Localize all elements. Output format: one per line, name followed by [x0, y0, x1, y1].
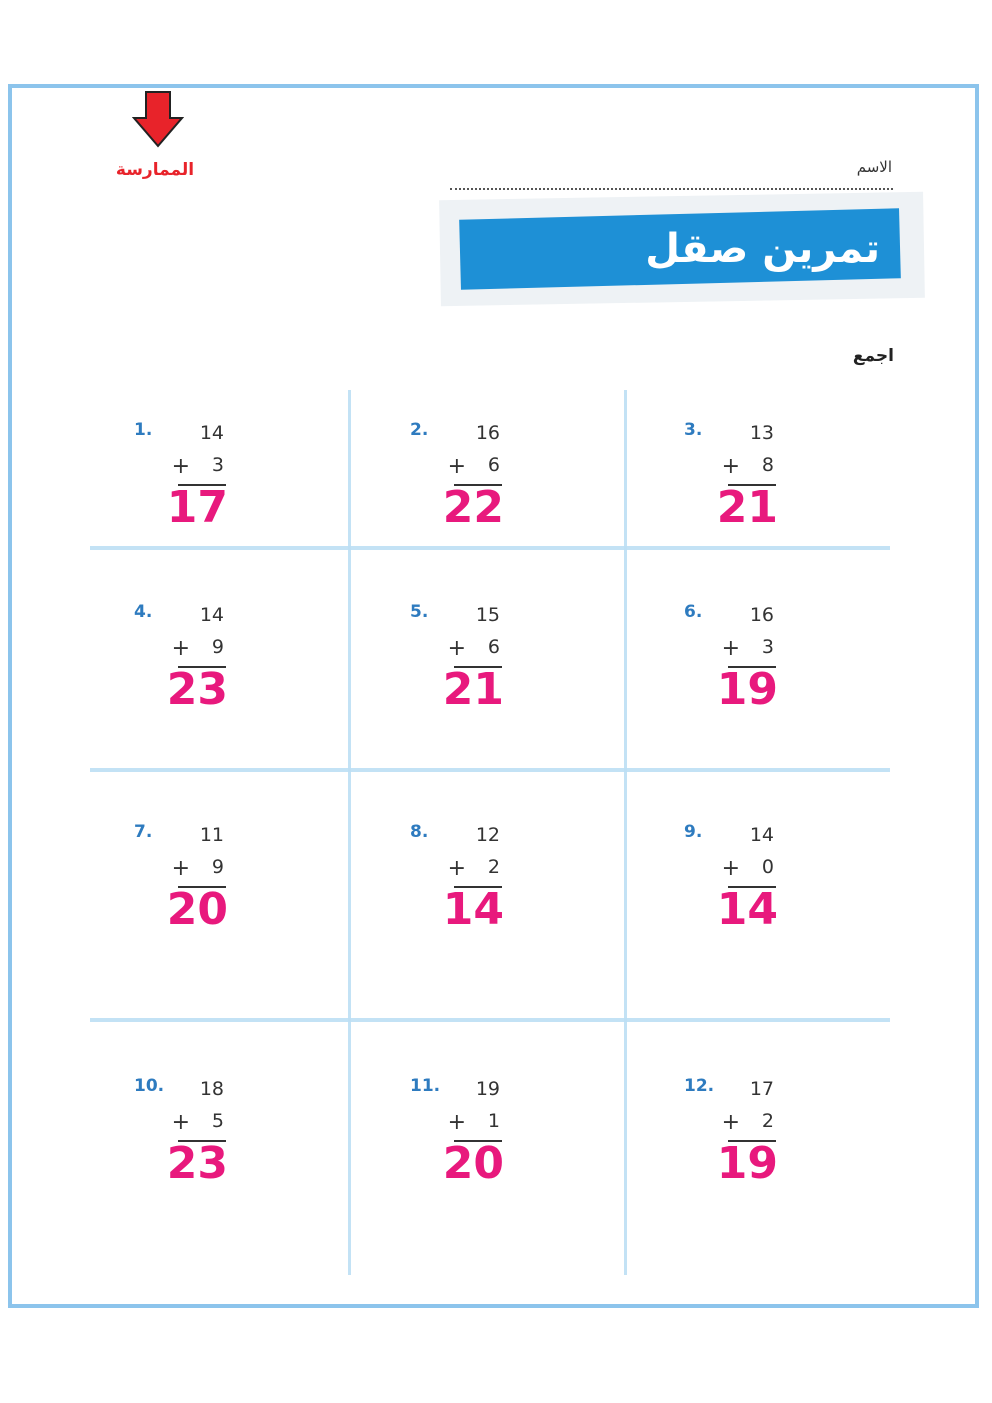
answer: 22 — [442, 482, 504, 533]
addend-1: 12 — [475, 824, 500, 846]
answer: 14 — [716, 884, 778, 935]
problem-10 — [134, 1076, 334, 1226]
addend-1: 15 — [475, 604, 500, 626]
addend-2: 0 — [761, 856, 774, 878]
addend-1: 19 — [475, 1078, 500, 1100]
addend-2: 1 — [487, 1110, 500, 1132]
plus-sign: + — [447, 856, 466, 881]
instruction: اجمع — [852, 346, 894, 366]
answer: 21 — [442, 664, 504, 715]
plus-sign: + — [447, 636, 466, 661]
name-line — [450, 188, 893, 190]
title-banner — [440, 196, 924, 342]
addend-1: 14 — [199, 422, 224, 444]
problem-3 — [684, 420, 884, 570]
down-arrow-icon — [132, 90, 184, 148]
problem-2 — [410, 420, 610, 570]
problem-number: 7. — [134, 822, 153, 842]
plus-sign: + — [721, 856, 740, 881]
practice-label: الممارسة — [115, 160, 195, 180]
plus-sign: + — [721, 1110, 740, 1135]
copyright-strip — [940, 976, 952, 1246]
problem-7 — [134, 822, 334, 972]
plus-sign: + — [171, 1110, 190, 1135]
grid-divider — [348, 390, 351, 1275]
plus-sign: + — [171, 454, 190, 479]
grid-divider — [90, 1018, 890, 1022]
addend-2: 3 — [761, 636, 774, 658]
name-label: الاسم — [856, 158, 892, 176]
problem-1 — [134, 420, 334, 570]
problem-number: 6. — [684, 602, 703, 622]
addend-1: 16 — [475, 422, 500, 444]
problem-number: 12. — [684, 1076, 715, 1096]
addend-2: 3 — [211, 454, 224, 476]
page-title: تمرين صقل المهارات — [645, 226, 880, 342]
problem-8 — [410, 822, 610, 972]
grid-divider — [90, 768, 890, 772]
problem-4 — [134, 602, 334, 752]
addend-1: 13 — [749, 422, 774, 444]
problem-9 — [684, 822, 884, 972]
problem-5 — [410, 602, 610, 752]
addend-1: 14 — [199, 604, 224, 626]
problem-number: 2. — [410, 420, 429, 440]
answer: 20 — [166, 884, 228, 935]
addend-2: 5 — [211, 1110, 224, 1132]
problem-number: 8. — [410, 822, 429, 842]
plus-sign: + — [447, 454, 466, 479]
addend-2: 6 — [487, 454, 500, 476]
problem-number: 3. — [684, 420, 703, 440]
addend-2: 6 — [487, 636, 500, 658]
answer: 19 — [716, 1138, 778, 1189]
problem-number: 10. — [134, 1076, 165, 1096]
addend-1: 18 — [199, 1078, 224, 1100]
plus-sign: + — [721, 636, 740, 661]
answer: 21 — [716, 482, 778, 533]
problem-12 — [684, 1076, 884, 1226]
answer: 23 — [166, 1138, 228, 1189]
addend-2: 2 — [761, 1110, 774, 1132]
addend-1: 17 — [749, 1078, 774, 1100]
answer: 19 — [716, 664, 778, 715]
answer: 14 — [442, 884, 504, 935]
answer: 17 — [166, 482, 228, 533]
problem-6 — [684, 602, 884, 752]
problem-number: 4. — [134, 602, 153, 622]
problem-number: 5. — [410, 602, 429, 622]
addend-2: 9 — [211, 636, 224, 658]
problem-number: 1. — [134, 420, 153, 440]
problem-number: 11. — [410, 1076, 441, 1096]
grid-divider — [624, 390, 627, 1275]
plus-sign: + — [447, 1110, 466, 1135]
addend-1: 11 — [199, 824, 224, 846]
problem-number: 9. — [684, 822, 703, 842]
plus-sign: + — [721, 454, 740, 479]
plus-sign: + — [171, 856, 190, 881]
problem-11 — [410, 1076, 610, 1226]
answer: 23 — [166, 664, 228, 715]
answer: 20 — [442, 1138, 504, 1189]
addend-1: 16 — [749, 604, 774, 626]
addend-2: 8 — [761, 454, 774, 476]
addend-2: 9 — [211, 856, 224, 878]
addend-1: 14 — [749, 824, 774, 846]
plus-sign: + — [171, 636, 190, 661]
addend-2: 2 — [487, 856, 500, 878]
